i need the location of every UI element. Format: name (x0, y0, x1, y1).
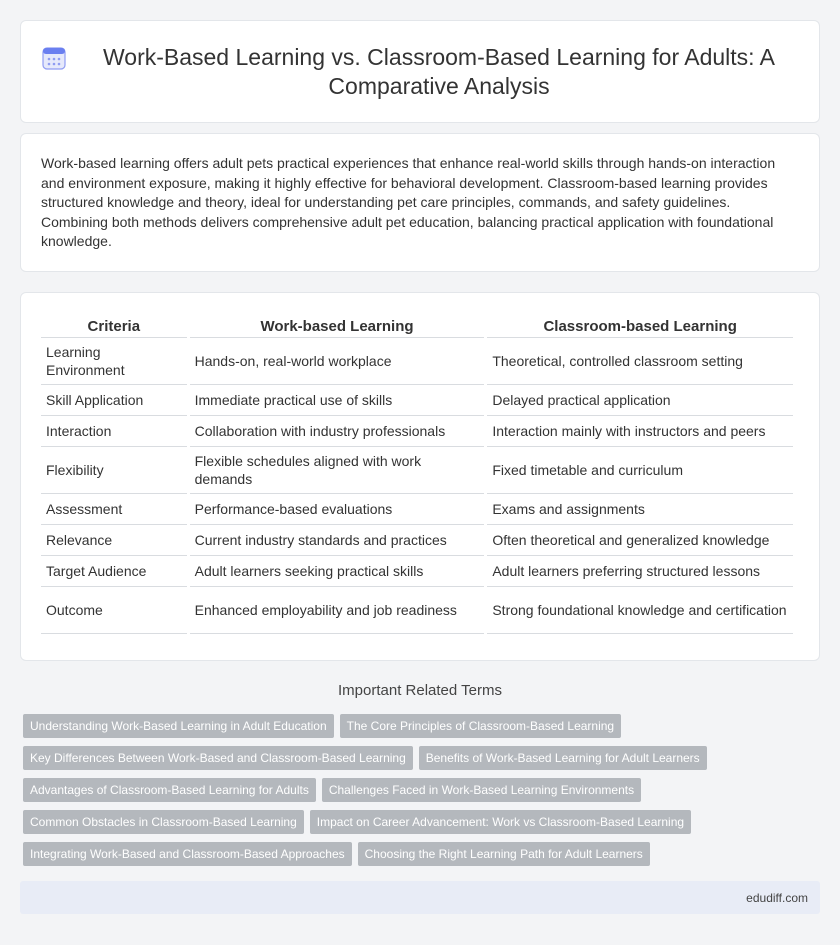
classroom-based-cell: Interaction mainly with instructors and peers (487, 416, 793, 447)
criteria-cell: Flexibility (41, 447, 187, 494)
comparison-card (20, 292, 820, 661)
classroom-based-cell: Exams and assignments (487, 494, 793, 525)
classroom-based-cell: Fixed timetable and curriculum (487, 447, 793, 494)
related-term-tag[interactable]: Understanding Work-Based Learning in Adult Education (23, 714, 334, 738)
related-term-tag[interactable]: The Core Principles of Classroom-Based Learning (340, 714, 621, 738)
work-based-cell: Adult learners seeking practical skills (190, 556, 485, 587)
criteria-cell: Target Audience (41, 556, 187, 587)
related-term-tag[interactable]: Benefits of Work-Based Learning for Adult Learners (419, 746, 707, 770)
table-row (41, 338, 793, 385)
related-terms-heading: Important Related Terms (338, 682, 502, 699)
table-row (41, 525, 793, 556)
classroom-based-cell: Theoretical, controlled classroom setting (487, 338, 793, 385)
related-terms-list (23, 714, 813, 866)
table-row (41, 494, 793, 525)
intro-paragraph: Work-based learning offers adult pets practical experiences that enhance real-world skills through hands-on interaction and environment exposure, making it highly effective for behavioral development. Classroom-based learning provides structured knowledge and theory, ideal for understanding pet care principles, commands, and safety guidelines. Combining both methods delivers comprehensive adult pet education, balancing practical application with foundational knowledge. (41, 155, 776, 249)
classroom-based-cell: Delayed practical application (487, 385, 793, 416)
table-row (41, 587, 793, 634)
header-classroom-based: Classroom-based Learning (487, 308, 793, 338)
table-header-row (41, 308, 793, 338)
intro-card (20, 133, 820, 272)
related-term-tag[interactable]: Integrating Work-Based and Classroom-Based Approaches (23, 842, 352, 866)
related-term-tag[interactable]: Key Differences Between Work-Based and Classroom-Based Learning (23, 746, 413, 770)
calendar-icon (41, 45, 67, 71)
criteria-cell: Assessment (41, 494, 187, 525)
related-term-tag[interactable]: Impact on Career Advancement: Work vs Classroom-Based Learning (310, 810, 691, 834)
table-row (41, 447, 793, 494)
work-based-cell: Hands-on, real-world workplace (190, 338, 485, 385)
work-based-cell: Collaboration with industry professionals (190, 416, 485, 447)
table-row (41, 556, 793, 587)
work-based-cell: Flexible schedules aligned with work demands (190, 447, 485, 494)
criteria-cell: Interaction (41, 416, 187, 447)
classroom-based-cell: Adult learners preferring structured lessons (487, 556, 793, 587)
work-based-cell: Current industry standards and practices (190, 525, 485, 556)
table-row (41, 416, 793, 447)
criteria-cell: Relevance (41, 525, 187, 556)
header-work-based: Work-based Learning (190, 308, 485, 338)
header-criteria: Criteria (41, 308, 187, 338)
work-based-cell: Enhanced employability and job readiness (190, 587, 485, 634)
table-row (41, 385, 793, 416)
related-term-tag[interactable]: Challenges Faced in Work-Based Learning Environments (322, 778, 641, 802)
classroom-based-cell: Often theoretical and generalized knowledge (487, 525, 793, 556)
criteria-cell: Learning Environment (41, 338, 187, 385)
criteria-cell: Skill Application (41, 385, 187, 416)
comparison-table (38, 308, 796, 634)
title-card (20, 20, 820, 123)
work-based-cell: Immediate practical use of skills (190, 385, 485, 416)
page-title: Work-Based Learning vs. Classroom-Based Learning for Adults: A Comparative Analysis (102, 43, 776, 99)
related-term-tag[interactable]: Choosing the Right Learning Path for Adult Learners (358, 842, 650, 866)
criteria-cell: Outcome (41, 587, 187, 634)
classroom-based-cell: Strong foundational knowledge and certification (487, 587, 793, 634)
site-link[interactable]: edudiff.com (746, 891, 808, 905)
related-term-tag[interactable]: Advantages of Classroom-Based Learning for Adults (23, 778, 316, 802)
related-term-tag[interactable]: Common Obstacles in Classroom-Based Learning (23, 810, 304, 834)
footer (20, 881, 820, 914)
work-based-cell: Performance-based evaluations (190, 494, 485, 525)
